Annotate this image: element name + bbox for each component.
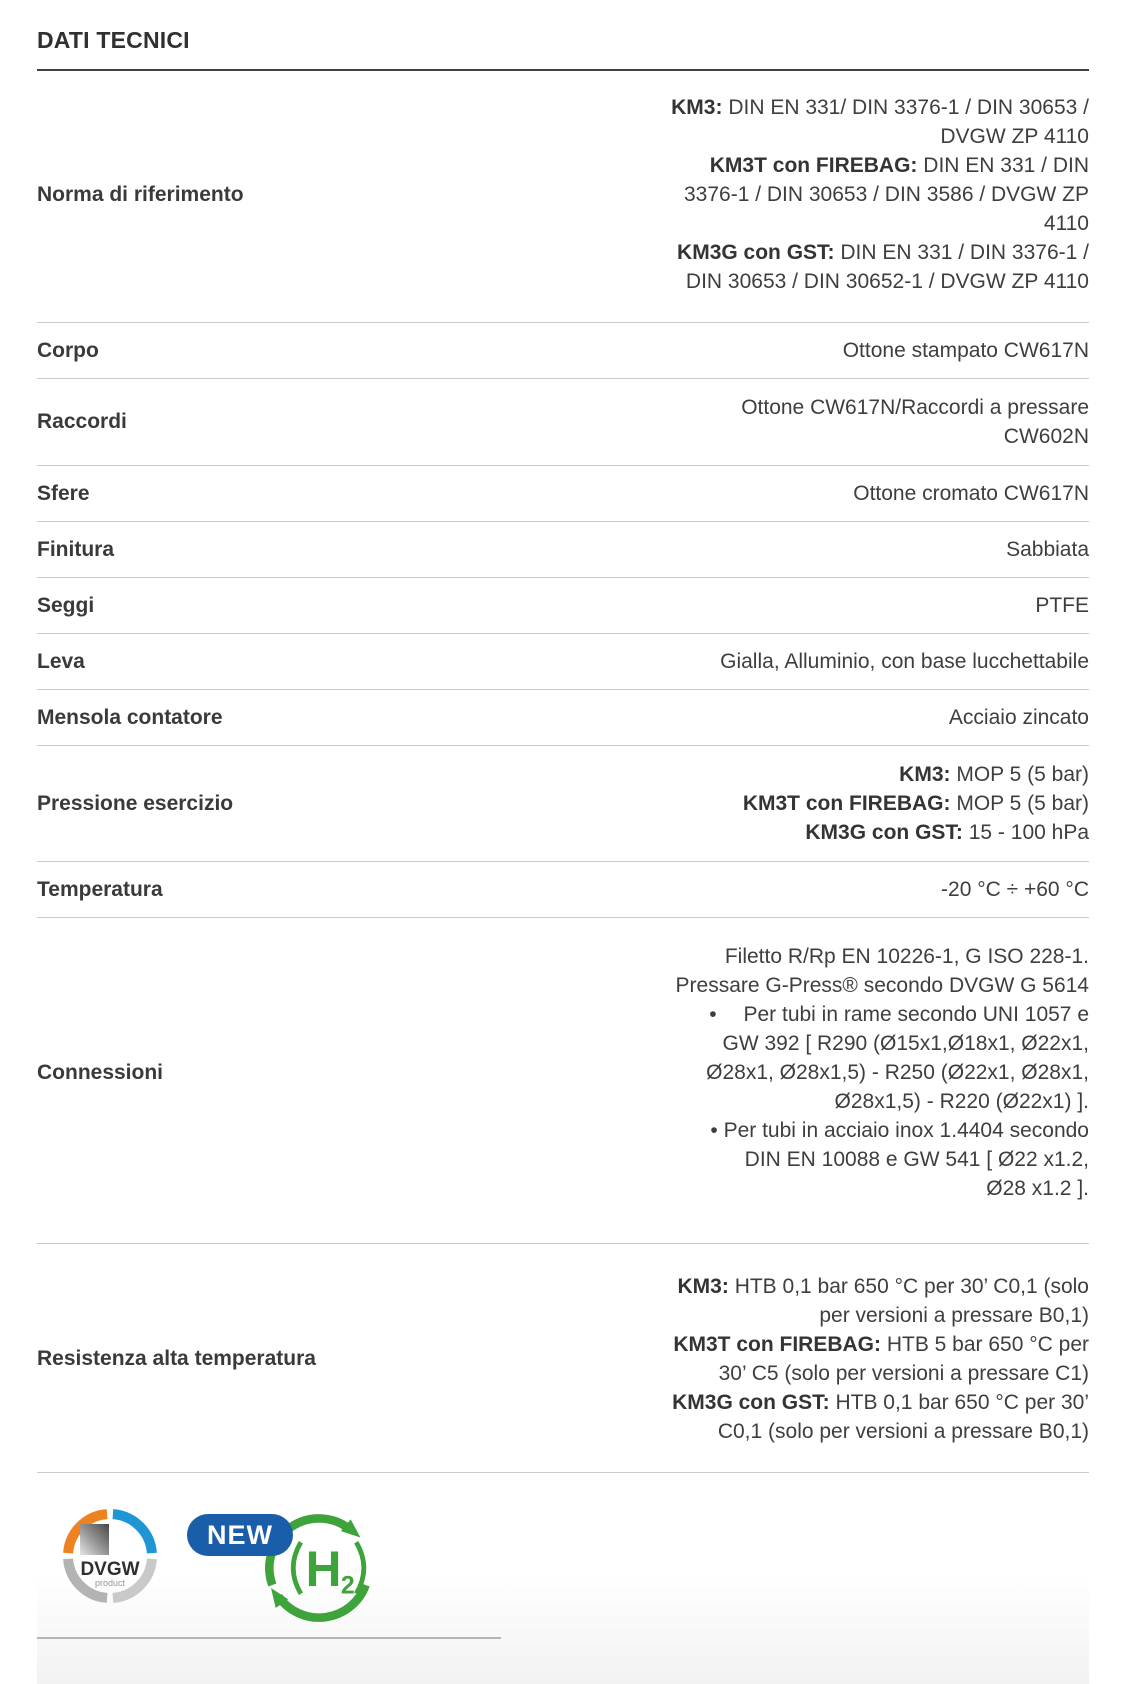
row-value-line: CW602N [1003, 425, 1089, 448]
table-row [37, 746, 1089, 862]
row-value-line: Gialla, Alluminio, con base lucchettabile [720, 650, 1089, 673]
table-row [37, 578, 1089, 634]
row-value-line: KM3T con FIREBAG: DIN EN 331 / DIN [709, 154, 1089, 177]
row-value-line: -20 °C ÷ +60 °C [941, 878, 1089, 901]
row-value [268, 93, 1089, 296]
row-value-line: KM3: MOP 5 (5 bar) [899, 763, 1089, 786]
table-row [37, 71, 1089, 323]
row-value-line: DVGW ZP 4110 [940, 125, 1089, 148]
table-row [37, 323, 1089, 379]
row-value [109, 647, 1089, 676]
row-label: Temperatura [37, 877, 163, 901]
h2-paren-left [293, 1542, 301, 1594]
row-value [340, 1272, 1089, 1446]
table-row [37, 690, 1089, 746]
row-value [123, 336, 1089, 365]
table-row [37, 1244, 1089, 1473]
row-value-line: Filetto R/Rp EN 10226-1, G ISO 228-1. [724, 945, 1089, 968]
row-value-line: KM3G con GST: DIN EN 331 / DIN 3376-1 / [677, 241, 1089, 264]
footer-divider [37, 1637, 501, 1639]
row-label: Connessioni [37, 1060, 164, 1084]
row-value-line: KM3G con GST: 15 - 100 hPa [805, 821, 1089, 844]
table-row [37, 522, 1089, 578]
row-value-line: KM3: DIN EN 331/ DIN 3376-1 / DIN 30653 / [671, 96, 1089, 119]
tech-table [37, 71, 1089, 1473]
row-value-line: per versioni a pressare B0,1) [819, 1304, 1089, 1327]
row-value [118, 591, 1089, 620]
row-label: Corpo [37, 338, 99, 362]
row-value-line: 4110 [1043, 212, 1089, 235]
dvgw-logo-subtext: product [94, 1578, 126, 1588]
h2-subscript: 2 [340, 1572, 355, 1600]
row-label: Raccordi [37, 410, 127, 433]
dvgw-arc-blue [113, 1514, 152, 1553]
dvgw-gradient-square [80, 1524, 109, 1555]
page-title: DATI TECNICI [37, 27, 190, 53]
row-label: Seggi [37, 593, 95, 617]
new-badge [187, 1514, 293, 1556]
row-value-line: PTFE [1035, 594, 1089, 617]
row-value [114, 479, 1089, 508]
row-value-line: DIN 30653 / DIN 30652-1 / DVGW ZP 4110 [685, 270, 1089, 293]
row-label: Finitura [37, 537, 114, 561]
row-value-line: KM3T con FIREBAG: HTB 5 bar 650 °C per [673, 1333, 1089, 1356]
row-value [138, 535, 1089, 564]
row-value-line: Sabbiata [1006, 538, 1089, 561]
row-value-line: Acciaio zincato [948, 706, 1089, 729]
row-value-line: • Per tubi in rame secondo UNI 1057 e [709, 1003, 1089, 1026]
table-row [37, 862, 1089, 918]
row-value-line: GW 392 [ R290 (Ø15x1,Ø18x1, Ø22x1, [722, 1032, 1089, 1055]
row-value-line: KM3G con GST: HTB 0,1 bar 650 °C per 30’ [672, 1391, 1089, 1414]
row-value-line: KM3T con FIREBAG: MOP 5 (5 bar) [742, 792, 1089, 815]
row-value-line: 3376-1 / DIN 30653 / DIN 3586 / DVGW ZP [683, 183, 1089, 206]
table-row [37, 379, 1089, 466]
row-label: Sfere [37, 481, 90, 505]
row-label: Resistenza alta temperatura [37, 1347, 316, 1370]
row-value [151, 393, 1089, 451]
row-value-line: DIN EN 10088 e GW 541 [ Ø22 x1.2, [744, 1148, 1089, 1171]
row-value [187, 875, 1089, 904]
row-value-line: KM3: HTB 0,1 bar 650 °C per 30’ C0,1 (solo [677, 1275, 1089, 1298]
row-value [247, 703, 1089, 732]
row-value [257, 760, 1089, 847]
row-label: Leva [37, 649, 85, 673]
new-badge-label: NEW [207, 1519, 273, 1550]
table-row [37, 918, 1089, 1244]
row-value-line: Ø28 x1.2 ]. [986, 1177, 1089, 1200]
row-value-line: Ottone CW617N/Raccordi a pressare [741, 396, 1089, 419]
row-value-line: Ottone stampato CW617N [842, 339, 1089, 362]
row-value-line: Ø28x1, Ø28x1,5) - R250 (Ø22x1, Ø28x1, [706, 1061, 1089, 1084]
row-value-line: C0,1 (solo per versioni a pressare B0,1) [717, 1420, 1089, 1443]
row-label: Norma di riferimento [37, 182, 244, 206]
dvgw-product-logo [58, 1506, 162, 1610]
dvgw-logo-text: DVGW [80, 1559, 140, 1580]
h2-letter: H [305, 1541, 342, 1598]
row-value-line: 30’ C5 (solo per versioni a pressare C1) [718, 1362, 1089, 1385]
row-value-line: • Per tubi in acciaio inox 1.4404 secondo [710, 1119, 1089, 1142]
row-value-line: Ottone cromato CW617N [853, 482, 1089, 505]
table-row [37, 634, 1089, 690]
row-value-line: Ø28x1,5) - R220 (Ø22x1) ]. [834, 1090, 1089, 1113]
row-value-line: Pressare G-Press® secondo DVGW G 5614 [675, 974, 1089, 997]
row-value [187, 942, 1089, 1203]
table-row [37, 466, 1089, 522]
row-label: Pressione esercizio [37, 791, 234, 815]
row-label: Mensola contatore [37, 705, 223, 729]
certification-footer [37, 1473, 1089, 1684]
